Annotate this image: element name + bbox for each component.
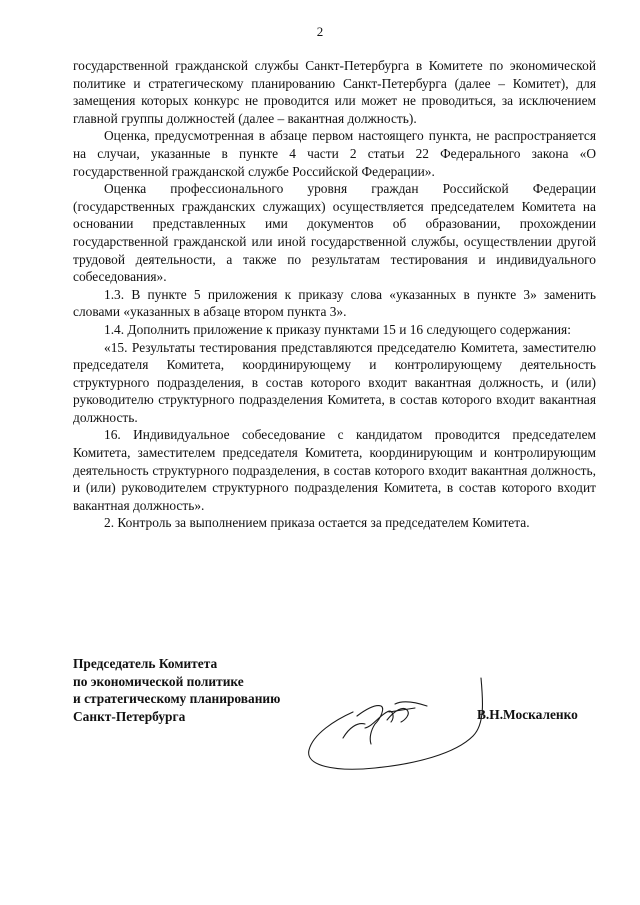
page-number: 2 bbox=[316, 24, 324, 39]
paragraph-continuation: государственной гражданской службы Санкт-Петербурга в Комитете по экономической политике и стратегическому планированию Санкт-Петербурга (далее – Комитет), для замещения которых конкурс не проводится или может не проводиться, за исключением главной группы должностей (далее – вакантная должность). bbox=[73, 58, 596, 126]
document-body bbox=[73, 57, 596, 532]
signer-position-line: и стратегическому планированию bbox=[73, 691, 281, 706]
signer-position-line: Председатель Комитета bbox=[73, 656, 218, 671]
paragraph-item-15: «15. Результаты тестирования представляются председателю Комитета, заместителю председателя Комитета, координирующему и контролирующему деятельность структурного подразделения, в состав которого входит вакантная должность, и (или) руководителю структурного подразделения Комитета, в состав которого входит вакантная должность. bbox=[73, 339, 596, 425]
paragraph-item-2: 2. Контроль за выполнением приказа остается за председателем Комитета. bbox=[104, 515, 530, 531]
handwritten-signature bbox=[295, 672, 495, 782]
paragraph-item-1-3: 1.3. В пункте 5 приложения к приказу слова «указанных в пункте 3» заменить словами «указанных в абзаце втором пункта 3». bbox=[73, 286, 596, 320]
signer-position-line: Санкт-Петербурга bbox=[73, 708, 186, 724]
signer-position bbox=[73, 655, 280, 725]
paragraph-assessment-exception: Оценка, предусмотренная в абзаце первом настоящего пункта, не распространяется на случаи, указанные в пункте 4 части 2 статьи 22 Федерального закона «О государственной гражданской службе Российской Федерации». bbox=[73, 128, 596, 179]
signer-position-line: по экономической политике bbox=[73, 673, 244, 689]
paragraph-item-1-4: 1.4. Дополнить приложение к приказу пунктами 15 и 16 следующего содержания: bbox=[104, 321, 571, 337]
paragraph-item-16: 16. Индивидуальное собеседование с кандидатом проводится председателем Комитета, заместителем председателя Комитета, координирующим и контролирующим деятельность структурного подразделения, в состав которого входит вакантная должность, и (или) руководителем структурного подразделения Комитета, в состав которого входит вакантная должность». bbox=[73, 427, 596, 513]
signer-name: В.Н.Москаленко bbox=[477, 707, 578, 722]
paragraph-professional-level: Оценка профессионального уровня граждан Российской Федерации (государственных гражданских служащих) осуществляется председателем Комитета на основании представленных ими документов об образовании, прохождении государственной гражданской или иной государственной службы, осуществлении другой трудовой деятельности, а также по результатам тестирования и индивидуального собеседования». bbox=[73, 181, 596, 285]
